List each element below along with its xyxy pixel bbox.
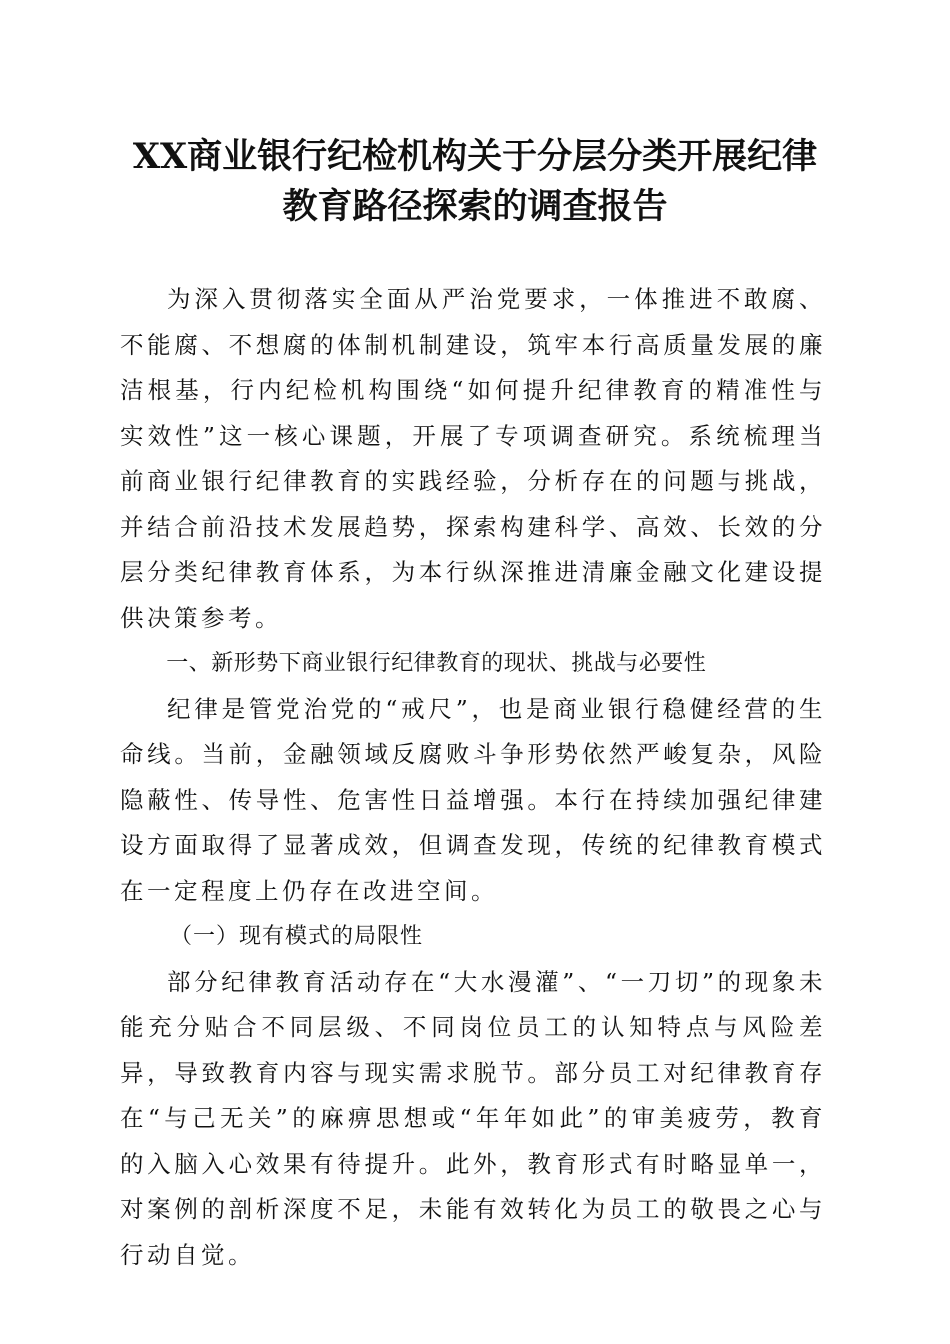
intro-paragraph: 为深入贯彻落实全面从严治党要求，一体推进不敢腐、不能腐、不想腐的体制机制建设，筑牢本行高质量发展的廉洁根基，行内纪检机构围绕“如何提升纪律教育的精准性与实效性”这一核心课题，开展了专项调查研究。系统梳理当前商业银行纪律教育的实践经验，分析存在的问题与挑战，并结合前沿技术发展趋势，探索构建科学、高效、长效的分层分类纪律教育体系，为本行纵深推进清廉金融文化建设提供决策参考。 <box>120 285 826 632</box>
subsection-1-paragraph: 部分纪律教育活动存在“大水漫灌”、“一刀切”的现象未能充分贴合不同层级、不同岗位员工的认知特点与风险差异，导致教育内容与现实需求脱节。部分员工对纪律教育存在“与己无关”的麻痹思想或“年年如此”的审美疲劳，教育的入脑入心效果有待提升。此外，教育形式有时略显单一，对案例的剖析深度不足，未能有效转化为员工的敬畏之心与行动自觉。 <box>120 967 826 1269</box>
title-line-2: 教育路径探索的调查报告 <box>282 186 668 227</box>
section-1-heading: 一、新形势下商业银行纪律教育的现状、挑战与必要性 <box>166 651 707 676</box>
subsection-1-heading: （一）现有模式的局限性 <box>170 924 424 949</box>
title-line-1: XX商业银行纪检机构关于分层分类开展纪律 <box>132 136 818 177</box>
document-title <box>100 132 850 232</box>
section-1-paragraph: 纪律是管党治党的“戒尺”，也是商业银行稳健经营的生命线。当前，金融领域反腐败斗争形势依然严峻复杂，风险隐蔽性、传导性、危害性日益增强。本行在持续加强纪律建设方面取得了显著成效，但调查发现，传统的纪律教育模式在一定程度上仍存在改进空间。 <box>120 694 826 905</box>
document-body <box>120 277 826 1278</box>
